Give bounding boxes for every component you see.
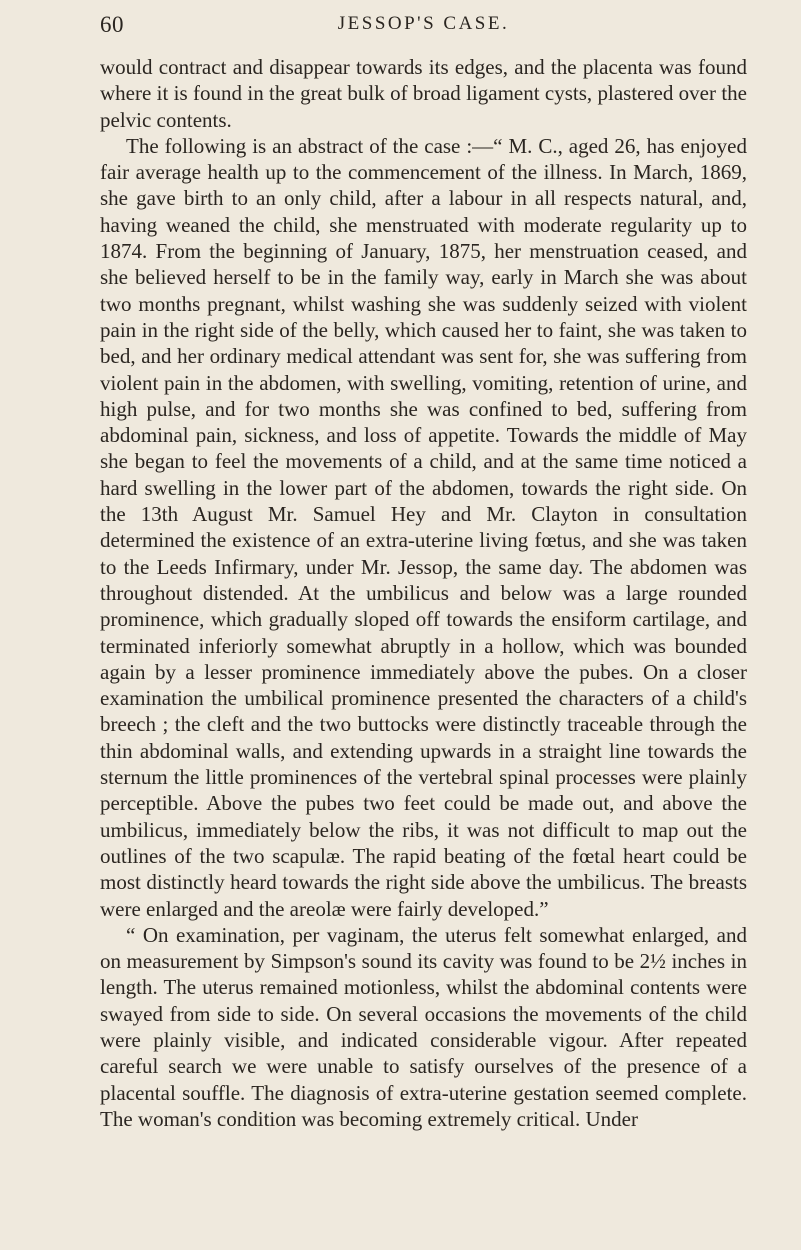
body-text <box>100 54 747 1132</box>
running-title: JESSOP'S CASE. <box>337 13 510 34</box>
paragraph: The following is an abstract of the case :—“ M. C., aged 26, has enjoyed fair average health up to the commencement of the illness. In March, 1869, she gave birth to an only child, after a labour in all respects natural, and, having weaned the child, she menstruated with moderate regularity up to 1874. From the beginning of January, 1875, her menstruation ceased, and she believed herself to be in the family way, early in March she was about two months pregnant, whilst washing she was suddenly seized with violent pain in the right side of the belly, which caused her to faint, she was taken to bed, and her ordinary medical attendant was sent for, she was suffering from violent pain in the abdomen, with swelling, vomiting, retention of urine, and high pulse, and for two months she was confined to bed, suffering from abdominal pain, sickness, and loss of appetite. Towards the middle of May she began to feel the movements of a child, and at the same time noticed a hard swelling in the lower part of the abdomen, towards the right side. On the 13th August Mr. Samuel Hey and Mr. Clayton in consultation determined the existence of an extra-uterine living fœtus, and she was taken to the Leeds Infirmary, under Mr. Jessop, the same day. The abdomen was throughout distended. At the umbilicus and below was a large rounded prominence, which gradually sloped off towards the ensiform cartilage, and terminated inferiorly somewhat abruptly in a hollow, which was bounded again by a lesser prominence immediately above the pubes. On a closer examination the umbilical prominence presented the characters of a child's breech ; the cleft and the two buttocks were distinctly traceable through the thin abdominal walls, and extending upwards in a straight line towards the sternum the little prominences of the vertebral spinal processes were plainly perceptible. Above the pubes two feet could be made out, and above the umbilicus, immediately below the ribs, it was not difficult to map out the outlines of the two scapulæ. The rapid beating of the fœtal heart could be most distinctly heard towards the right side above the umbilicus. The breasts were enlarged and the areolæ were fairly developed.” <box>100 133 747 921</box>
paragraph: “ On examination, per vaginam, the uterus felt somewhat enlarged, and on measurement by Simpson's sound its cavity was found to be 2½ inches in length. The uterus remained motionless, whilst the abdominal contents were swayed from side to side. On several occasions the movements of the child were plainly visible, and indicated considerable vigour. After repeated careful search we were unable to satisfy ourselves of the presence of a placental souffle. The diagnosis of extra-uterine gestation seemed complete. The woman's condition was becoming extremely critical. Under <box>100 922 747 1131</box>
page-number: 60 <box>100 12 124 37</box>
paragraph: would contract and disappear towards its edges, and the placenta was found where it is found in the great bulk of broad ligament cysts, plastered over the pelvic contents. <box>100 55 747 132</box>
page-header <box>100 12 747 46</box>
